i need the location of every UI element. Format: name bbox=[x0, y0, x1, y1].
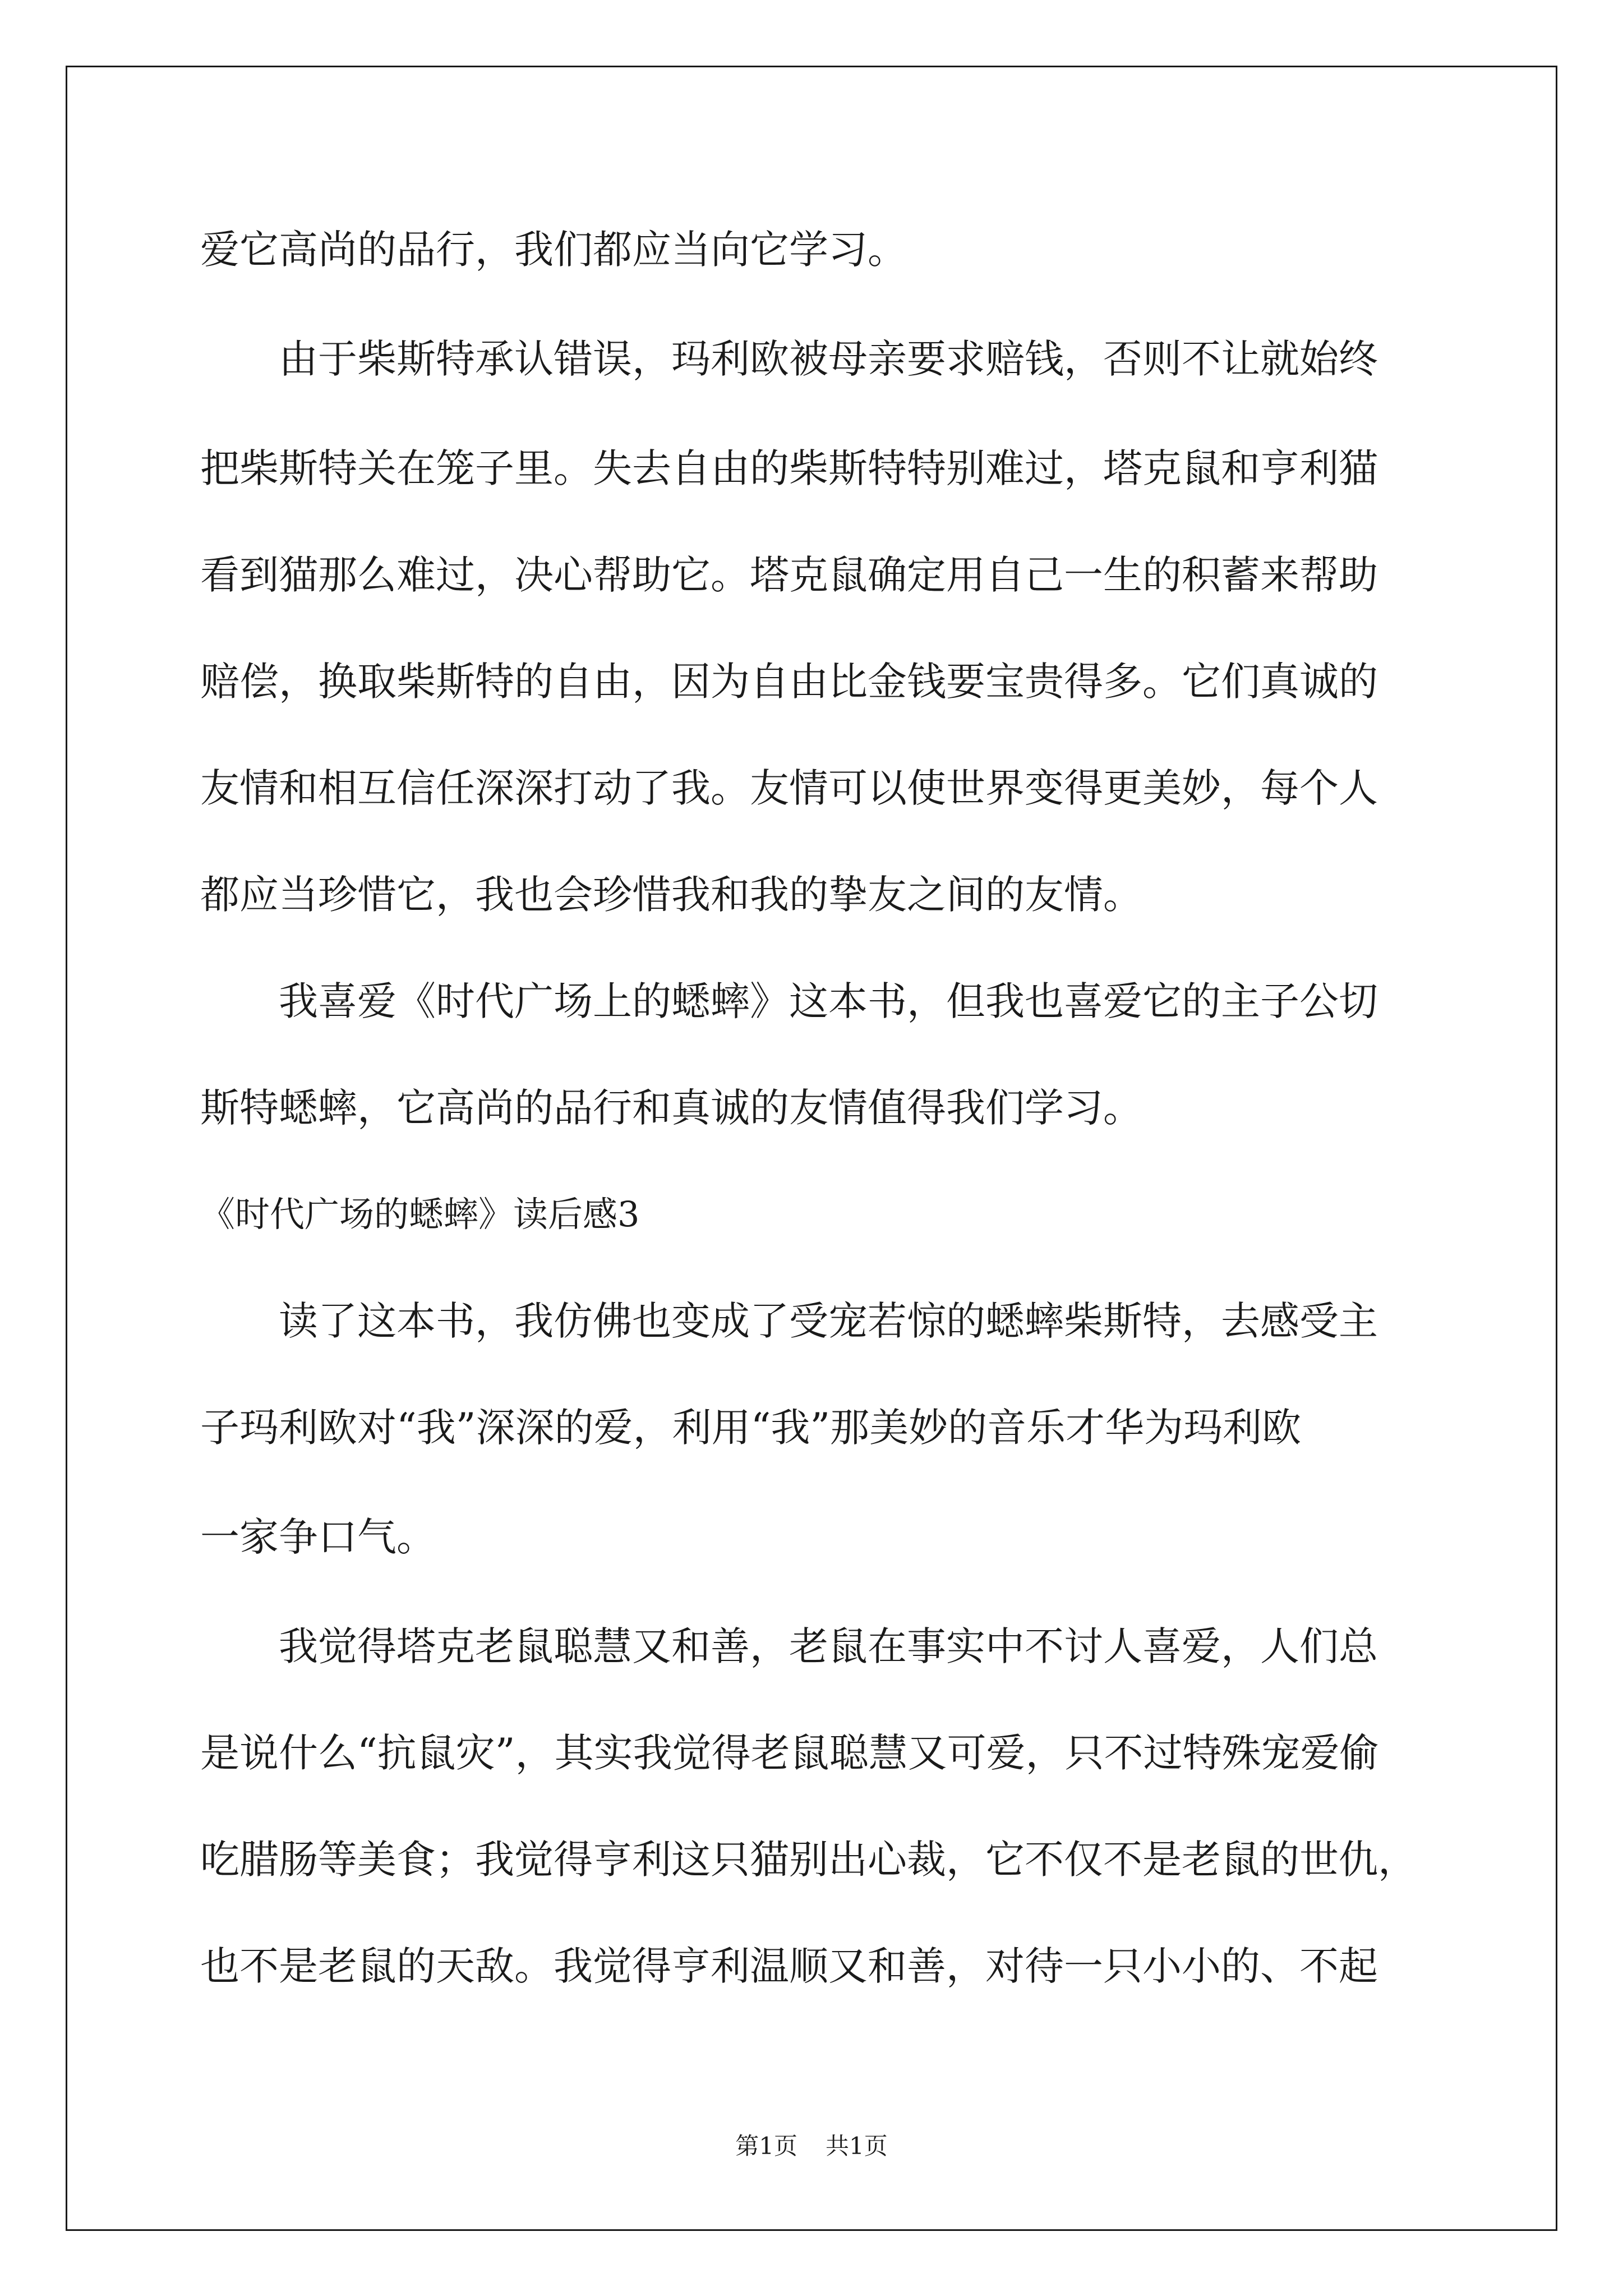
text-line: 爱它高尚的品行，我们都应当向它学习。 bbox=[200, 227, 907, 273]
page-number: 第1页 bbox=[735, 2132, 797, 2160]
text-line: 把柴斯特关在笼子里。失去自由的柴斯特特别难过，塔克鼠和亨利猫 bbox=[200, 445, 1378, 491]
text-line: 子玛利欧对“我”深深的爱，利用“我”那美妙的音乐才华为玛利欧 bbox=[200, 1405, 1302, 1451]
text-line: 吃腊肠等美食；我觉得亨利这只猫别出心裁，它不仅不是老鼠的世仇， bbox=[200, 1837, 1417, 1883]
page-border bbox=[66, 66, 1557, 2231]
paragraph-start: 由于柴斯特承认错误，玛利欧被母亲要求赔钱，否则不让就始终 bbox=[200, 336, 1378, 382]
paragraph-start: 我觉得塔克老鼠聪慧又和善，老鼠在事实中不讨人喜爱，人们总 bbox=[200, 1623, 1378, 1669]
text-line: 是说什么“抗鼠灾”，其实我觉得老鼠聪慧又可爱，只不过特殊宠爱偷 bbox=[200, 1730, 1379, 1776]
paragraph-start: 我喜爱《时代广场上的蟋蟀》这本书，但我也喜爱它的主子公切 bbox=[200, 978, 1378, 1024]
text-line: 友情和相互信任深深打动了我。友情可以使世界变得更美妙，每个人 bbox=[200, 765, 1378, 811]
page-footer bbox=[0, 2134, 1623, 2158]
text-line: 都应当珍惜它，我也会珍惜我和我的挚友之间的友情。 bbox=[200, 872, 1142, 918]
text-line: 赔偿，换取柴斯特的自由，因为自由比金钱要宝贵得多。它们真诚的 bbox=[200, 659, 1378, 705]
text-line: 一家争口气。 bbox=[200, 1514, 436, 1560]
text-line: 斯特蟋蟀，它高尚的品行和真诚的友情值得我们学习。 bbox=[200, 1085, 1142, 1131]
text-line: 看到猫那么难过，决心帮助它。塔克鼠确定用自己一生的积蓄来帮助 bbox=[200, 552, 1378, 598]
page-total: 共1页 bbox=[826, 2132, 888, 2160]
paragraph-start: 读了这本书，我仿佛也变成了受宠若惊的蟋蟀柴斯特，去感受主 bbox=[200, 1298, 1378, 1344]
text-line: 也不是老鼠的天敌。我觉得亨利温顺又和善，对待一只小小的、不起 bbox=[200, 1943, 1378, 1989]
section-title: 《时代广场的蟋蟀》读后感3 bbox=[200, 1194, 640, 1235]
